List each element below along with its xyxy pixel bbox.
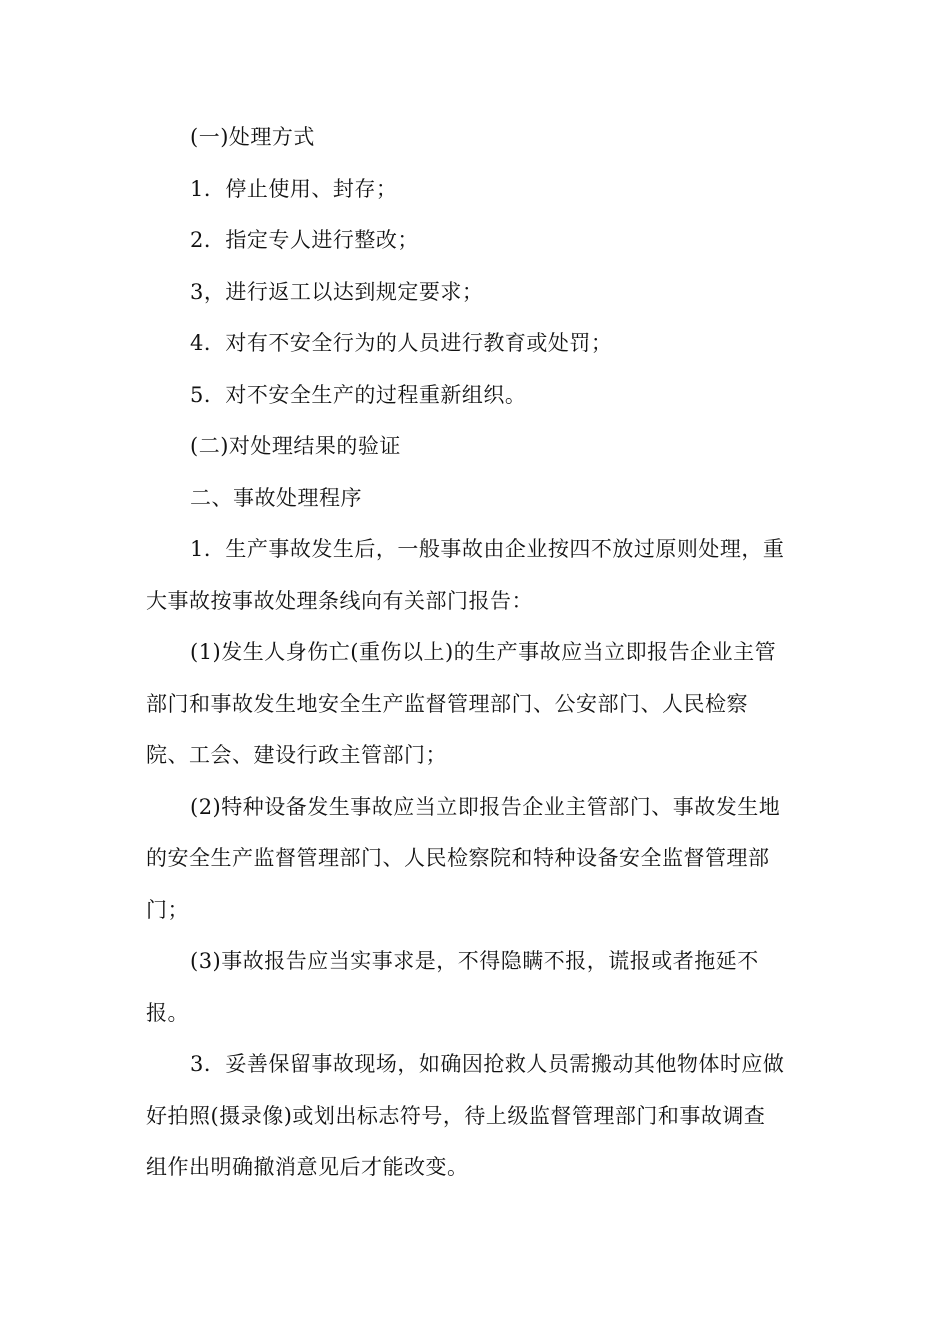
paragraph (146, 1039, 806, 1194)
text-line: 1．停止使用、封存； (190, 176, 398, 201)
text-line: 组作出明确撤消意见后才能改变。 (146, 1155, 469, 1179)
paragraph (146, 267, 806, 319)
paragraph (146, 112, 806, 164)
text-line: 好拍照(摄录像)或划出标志符号，待上级监督管理部门和事故调查 (146, 1103, 766, 1128)
paragraph (146, 370, 806, 422)
paragraph (146, 782, 806, 937)
document-body (146, 112, 806, 1194)
text-line: 二、事故处理程序 (190, 485, 362, 510)
text-line: (3)事故报告应当实事求是，不得隐瞒不报，谎报或者拖延不 (190, 949, 759, 973)
text-line: 部门和事故发生地安全生产监督管理部门、公安部门、人民检察 (146, 691, 748, 716)
text-line: 门； (146, 897, 189, 922)
paragraph (146, 936, 806, 1039)
text-line: (2)特种设备发生事故应当立即报告企业主管部门、事故发生地 (190, 794, 781, 819)
paragraph (146, 627, 806, 782)
text-line: 的安全生产监督管理部门、人民检察院和特种设备安全监督管理部 (146, 846, 770, 870)
text-line: 3．妥善保留事故现场，如确因抢救人员需搬动其他物体时应做 (190, 1052, 785, 1076)
paragraph (146, 421, 806, 473)
paragraph (146, 164, 806, 216)
section-heading (146, 473, 806, 525)
text-line: 2．指定专人进行整改； (190, 228, 419, 252)
text-line: 3，进行返工以达到规定要求； (190, 279, 484, 304)
paragraph (146, 524, 806, 627)
text-line: 大事故按事故处理条线向有关部门报告： (146, 588, 533, 613)
paragraph (146, 318, 806, 370)
paragraph (146, 215, 806, 267)
text-line: 报。 (146, 1000, 189, 1025)
text-line: 5．对不安全生产的过程重新组织。 (190, 382, 527, 407)
text-line: (二)对处理结果的验证 (190, 434, 401, 458)
text-line: 院、工会、建设行政主管部门； (146, 743, 447, 767)
text-line: (1)发生人身伤亡(重伤以上)的生产事故应当立即报告企业主管 (190, 640, 777, 664)
text-line: (一)处理方式 (190, 125, 315, 149)
text-line: 1．生产事故发生后，一般事故由企业按四不放过原则处理，重 (190, 537, 785, 561)
text-line: 4．对有不安全行为的人员进行教育或处罚； (190, 331, 613, 355)
